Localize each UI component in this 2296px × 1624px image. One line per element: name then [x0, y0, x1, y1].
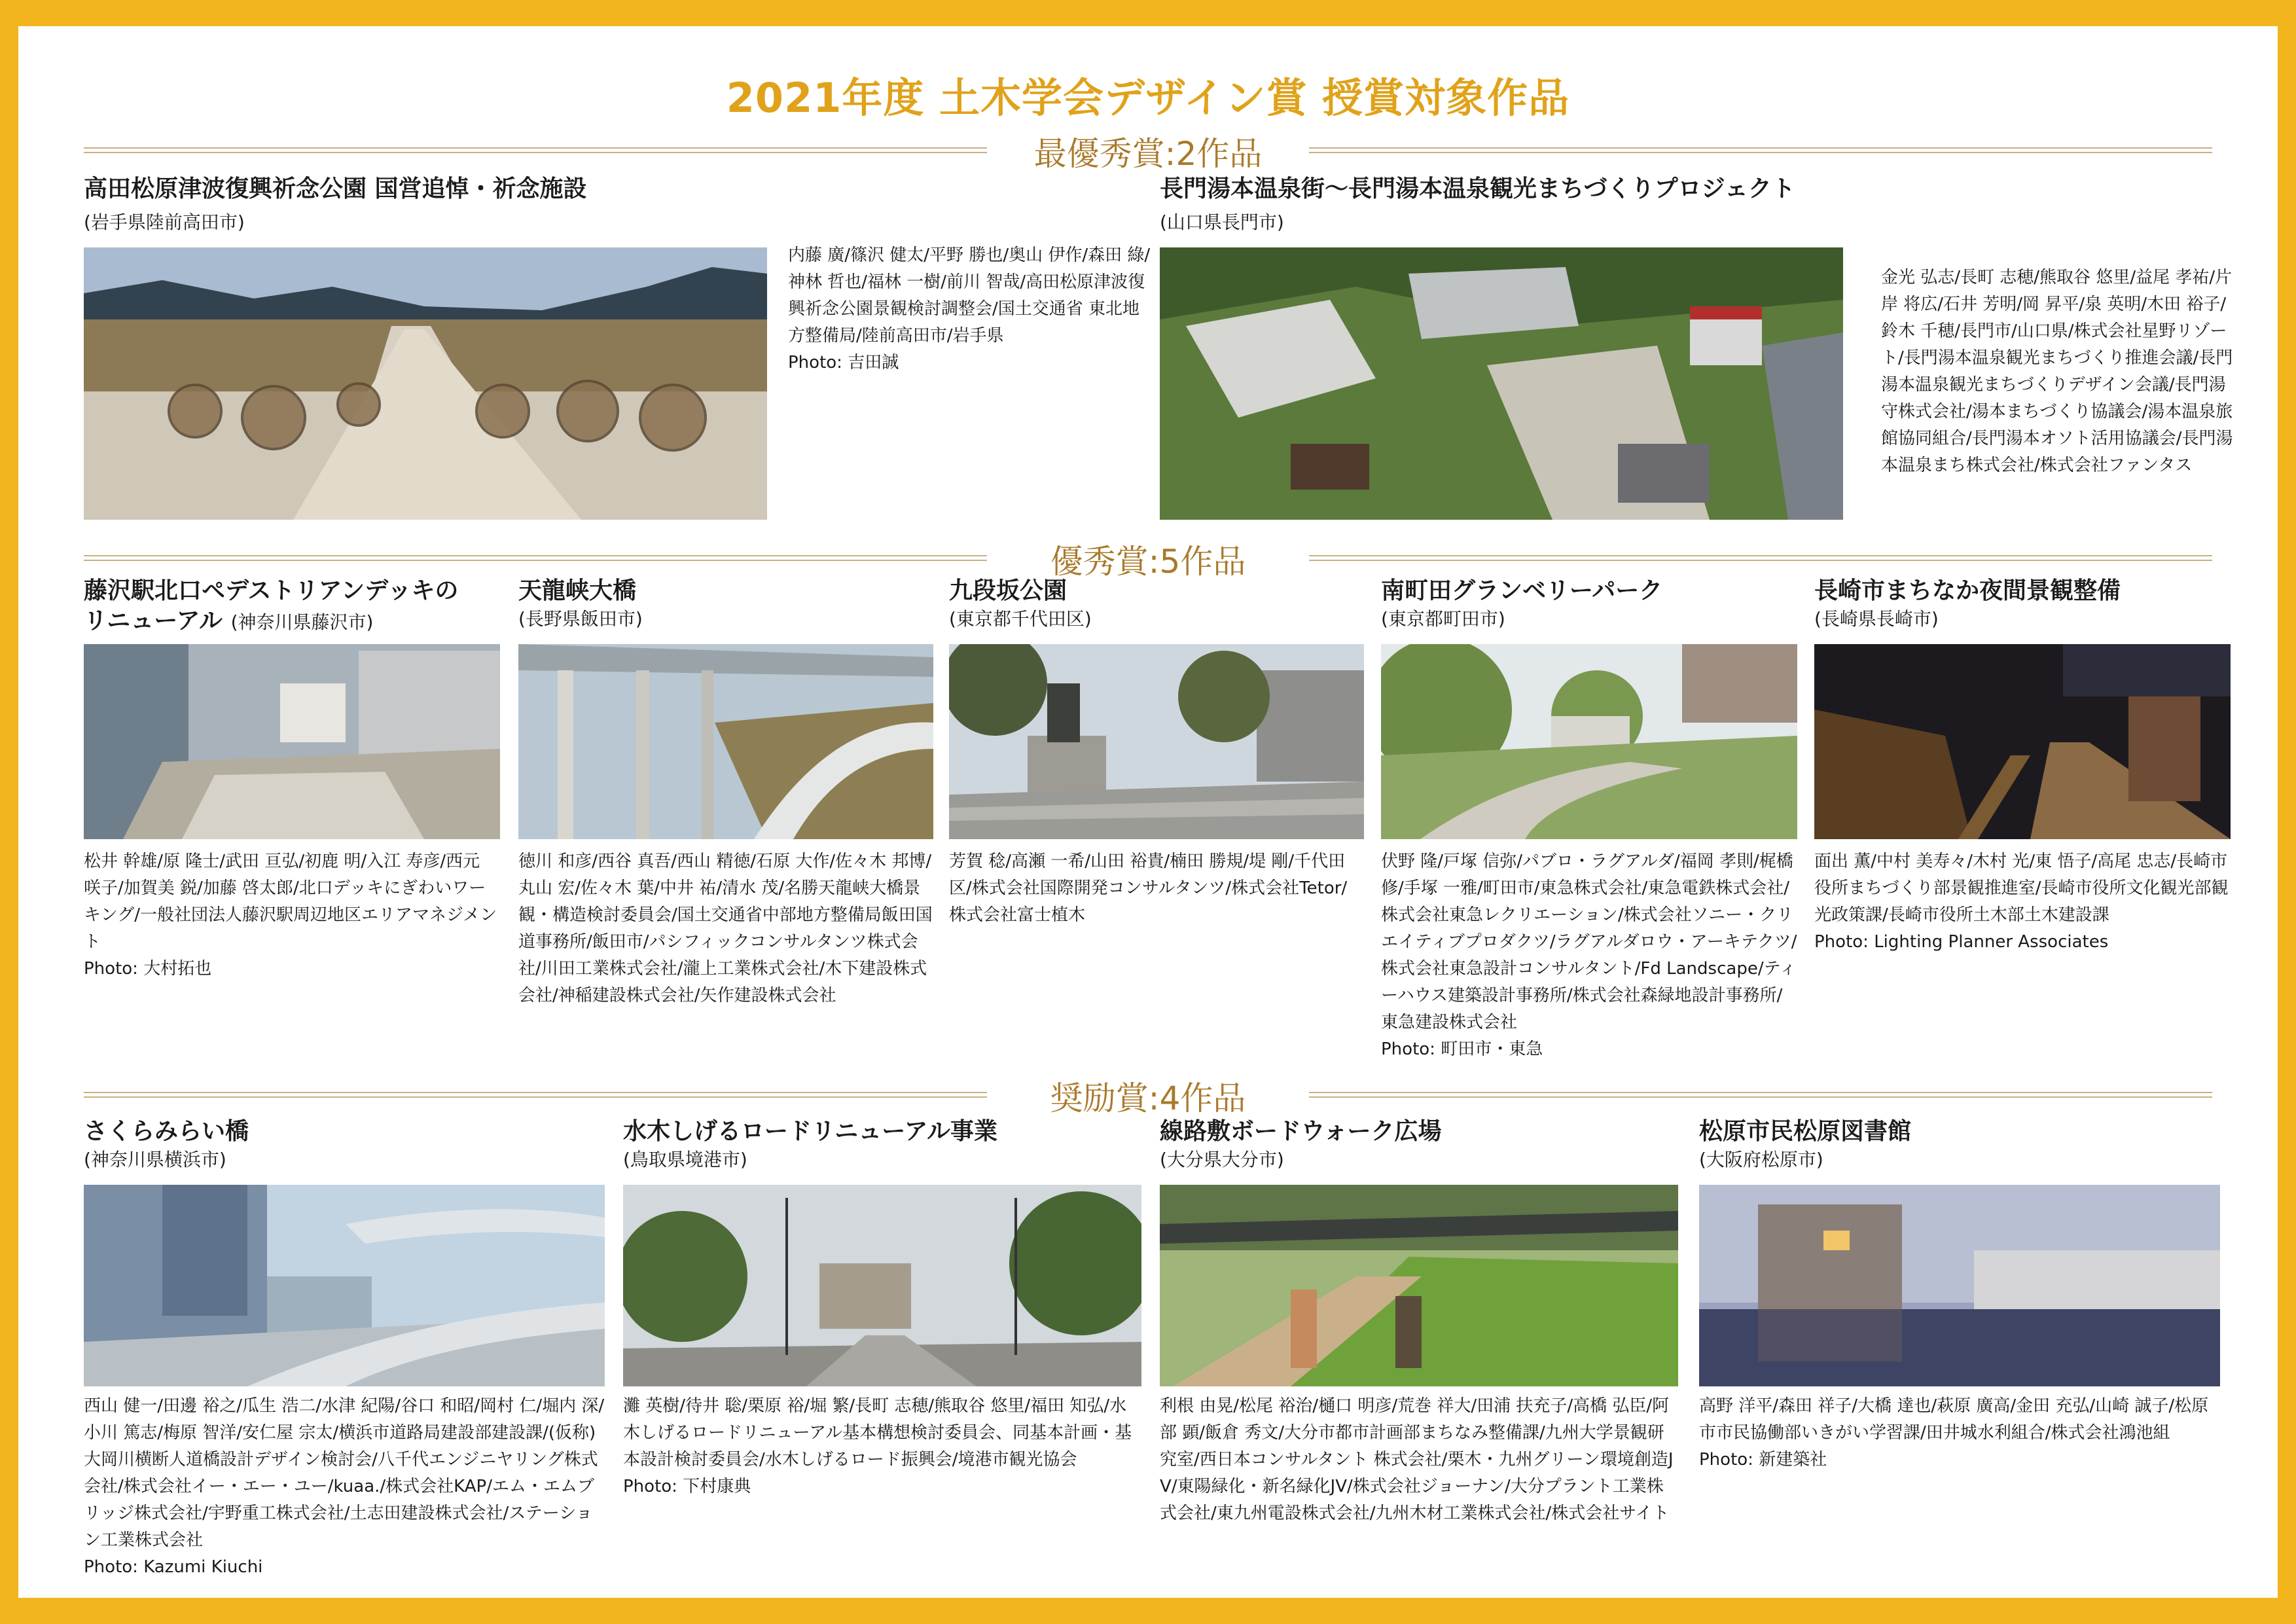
work-credits: 西山 健一/田邊 裕之/瓜生 浩二/水津 紀陽/谷口 和昭/岡村 仁/堀内 深/小川 篤志/梅原 智洋/安仁屋 宗太/横浜市道路局建設部建設課/(仮称)大岡川横断人道橋設計デザイン検討会/八千代エンジニヤリング株式会社/株式会社イー・エー・ユー/kuaa./株式会社KAP/エム・エムブリッジ株式会社/宇野重工株式会社/土志田建設株式会社/ステーション工業株式会社 Photo: Kazumi Kiuchi: [84, 1396, 605, 1577]
work-credits: 利根 由晃/松尾 裕治/樋口 明彦/荒巻 祥大/田浦 扶充子/高橋 弘臣/阿部 顕/飯倉 秀文/大分市都市計画部まちなみ整備課/九州大学景観研究室/西日本コンサルタント 株式会社/栗木・九州グリーン環境創造JV/東陽緑化・新名緑化JV/株式会社ジョーナン/大分プラント工業株式会社/東九州電設株式会社/九州木材工業株式会社/株式会社サイト: [1160, 1396, 1674, 1523]
work-photo-tenryukyo-bridge: [518, 644, 933, 839]
work-title: 天龍峡大橋: [518, 577, 637, 604]
work-title: 線路敷ボードウォーク広場: [1160, 1118, 1442, 1145]
work-photo-fujisawa-deck: [84, 644, 500, 839]
work-title: 長門湯本温泉街〜長門湯本温泉観光まちづくりプロジェクト: [1160, 175, 1795, 202]
work-location: (鳥取県境港市): [623, 1149, 747, 1170]
work-location: (東京都千代田区): [949, 608, 1092, 630]
work-credits: 徳川 和彦/西谷 真吾/西山 精徳/石原 大作/佐々木 邦博/丸山 宏/佐々木 葉/中井 祐/清水 茂/名勝天龍峡大橋景観・構造検討委員会/国土交通省中部地方整備局飯田国道事務所/飯田市/パシフィックコンサルタンツ株式会社/川田工業株式会社/瀧上工業株式会社/木下建設株式会社/神稲建設株式会社/矢作建設株式会社: [518, 852, 933, 1005]
section-label: 優秀賞:5作品: [1050, 543, 1246, 581]
work-credits: 松井 幹雄/原 隆士/武田 亘弘/初鹿 明/入江 寿彦/西元 咲子/加賀美 鋭/加藤 啓太郎/北口デッキにぎわいワーキング/一般社団法人藤沢駅周辺地区エリアマネジメント Photo: 大村拓也: [84, 852, 497, 979]
work-title-line2: リニューアル (神奈川県藤沢市): [84, 607, 374, 634]
work-location: (大阪府松原市): [1699, 1149, 1823, 1170]
award-poster: [18, 26, 2278, 1598]
work-credits: 高野 洋平/森田 祥子/大橋 達也/萩原 廣高/金田 充弘/山崎 誠子/松原市市民協働部いきがい学習課/田井城水利組合/株式会社鴻池組 Photo: 新建築社: [1699, 1396, 2209, 1470]
work-title: 九段坂公園: [949, 577, 1067, 604]
section-label: 奨励賞:4作品: [1050, 1079, 1246, 1117]
work-credits: 伏野 隆/戸塚 信弥/パブロ・ラグアルダ/福岡 孝則/梶橋 修/手塚 一雅/町田市/東急株式会社/東急電鉄株式会社/株式会社東急レクリエーション/株式会社ソニー・クリエイティブプロダクツ/ラグアルダロウ・アーキテクツ/株式会社東急設計コンサルタント/Fd Landscape/ティーハウス建築設計事務所/株式会社森緑地設計事務所/東急建設株式会社 Photo: 町田市・東急: [1381, 852, 1797, 1059]
work-photo-mizuki-road: [623, 1185, 1141, 1386]
work-title: 水木しげるロードリニューアル事業: [623, 1118, 998, 1145]
work-location: (山口県長門市): [1160, 211, 1284, 233]
work-photo-nagato-yumoto: [1160, 247, 1843, 520]
work-credits: 内藤 廣/篠沢 健太/平野 勝也/奥山 伊作/森田 綠/神林 哲也/福林 一樹/前川 智哉/高田松原津波復興祈念公園景観検討調整会/国土交通省 東北地方整備局/陸前高田市/岩手県 Photo: 吉田誠: [788, 245, 1151, 372]
work-credits: 金光 弘志/長町 志穂/熊取谷 悠里/益尾 孝祐/片岸 将広/石井 芳明/岡 昇平/泉 英明/木田 裕子/鈴木 千穂/長門市/山口県/株式会社星野リゾート/長門湯本温泉観光まちづくり推進会議/長門湯本温泉観光まちづくりデザイン会議/長門湯守株式会社/湯本まちづくり協議会/湯本温泉旅館協同組合/長門湯本オソト活用協議会/長門湯本温泉まち株式会社/株式会社ファンタス: [1881, 268, 2233, 475]
work-location: (長崎県長崎市): [1814, 608, 1939, 630]
work-location: (神奈川県横浜市): [84, 1149, 226, 1170]
section-header-grand: [84, 128, 2212, 173]
work-credits: 芳賀 稔/高瀬 一希/山田 裕貴/楠田 勝規/堤 剛/千代田区/株式会社国際開発コンサルタンツ/株式会社Tetor/株式会社富士植木: [949, 852, 1348, 925]
work-title: さくらみらい橋: [84, 1118, 249, 1145]
section-header-excellent: [84, 535, 2212, 581]
work-title: 高田松原津波復興祈念公園 国営追悼・祈念施設: [84, 175, 587, 202]
work-location: (岩手県陸前高田市): [84, 211, 245, 233]
section-label: 最優秀賞:2作品: [1033, 135, 1263, 173]
work-photo-kudanzaka-park: [949, 644, 1364, 839]
work-credits: 灘 英樹/待井 聡/栗原 裕/堀 繁/長町 志穂/熊取谷 悠里/福田 知弘/水木しげるロードリニューアル基本構想検討委員会、同基本計画・基本設計検討委員会/水木しげるロード振興会/境港市観光協会 Photo: 下村康典: [623, 1396, 1132, 1496]
work-photo-grandberry-park: [1381, 644, 1797, 839]
work-photo-matsubara-library: [1699, 1185, 2220, 1386]
page-title: 2021年度 土木学会デザイン賞 授賞対象作品: [726, 74, 1570, 122]
work-title: 松原市民松原図書館: [1699, 1118, 1912, 1145]
work-credits: 面出 薫/中村 美寿々/木村 光/東 悟子/高尾 忠志/長崎市役所まちづくり部景観推進室/長崎市役所文化観光部観光政策課/長崎市役所土木部土木建設課 Photo: Lighting Planner Associates: [1814, 852, 2229, 952]
work-title: 南町田グランベリーパーク: [1381, 577, 1663, 604]
work-location: (神奈川県藤沢市): [230, 611, 374, 633]
work-title: 長崎市まちなか夜間景観整備: [1814, 577, 2121, 604]
work-photo-nagasaki-night: [1814, 644, 2231, 839]
work-location: (東京都町田市): [1381, 608, 1505, 630]
work-photo-boardwalk-plaza: [1160, 1185, 1678, 1386]
work-title: 藤沢駅北口ペデストリアンデッキの: [84, 577, 459, 604]
work-location: (大分県大分市): [1160, 1149, 1284, 1170]
work-photo-sakura-mirai-bridge: [84, 1185, 605, 1386]
work-photo-tsunami-memorial-park: [84, 247, 767, 520]
section-header-encouragement: [84, 1072, 2212, 1118]
work-location: (長野県飯田市): [518, 608, 643, 630]
